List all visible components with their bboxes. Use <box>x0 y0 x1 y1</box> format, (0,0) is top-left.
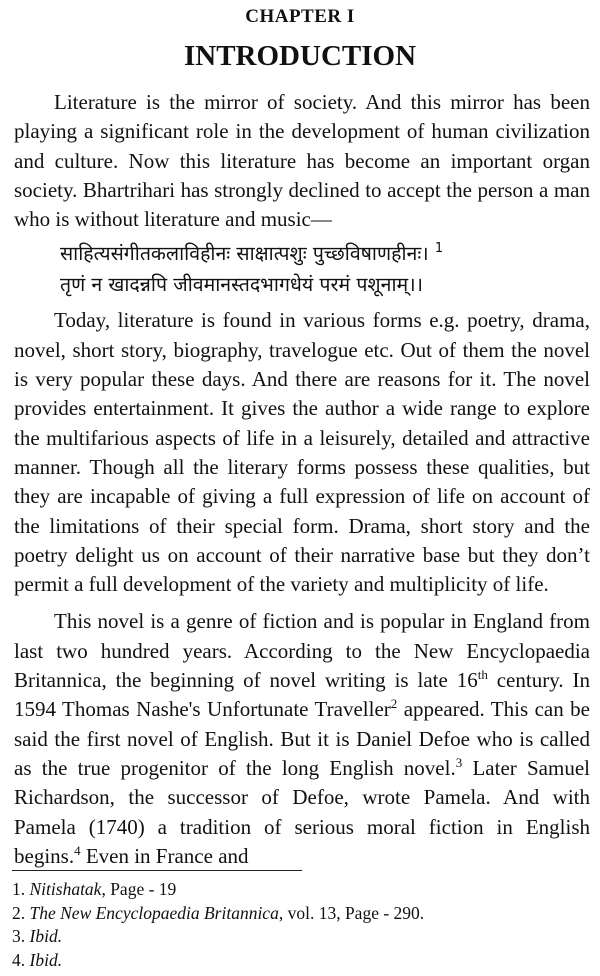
footnote-1 <box>12 878 592 902</box>
footnote-3 <box>12 925 592 949</box>
footnote-marker-3: 3 <box>455 754 463 770</box>
footnote-number: 2. <box>12 902 30 923</box>
verse-footnote-marker: 1 <box>434 241 444 257</box>
verse-line-1 <box>60 238 590 269</box>
footnote-title: Ibid. <box>29 949 63 970</box>
history-text-3: appeared. This can be said the first novel of English. But it is Daniel Defoe who is called as the true progenitor of the long English novel. <box>14 697 590 780</box>
history-text-4: Later Samuel Richardson, the successor of Defoe, wrote Pamela. And with Pamela (1740) a tradition of serious moral fiction in English begins. <box>14 755 590 868</box>
footnotes <box>12 878 592 972</box>
footnote-detail: , vol. 13, Page - 290. <box>278 902 425 923</box>
footnote-2 <box>12 902 592 926</box>
footnote-title: Nitishatak <box>29 879 102 899</box>
footnote-marker-2: 2 <box>390 696 398 712</box>
footnote-number: 1. <box>12 879 30 899</box>
history-text-2: century. In 1594 Thomas Nashe's Unfortunate Traveller <box>14 668 590 722</box>
footnote-number: 3. <box>12 926 30 946</box>
footnote-number: 4. <box>12 949 30 970</box>
footnote-title: The New Encyclopaedia Britannica <box>29 902 279 923</box>
body-text <box>14 88 590 871</box>
paragraph-forms-of-literature: Today, literature is found in various forms e.g. poetry, drama, novel, short story, biography, travelogue etc. Out of them the novel is very popular these days. And there are reasons for it. The novel provides entertainment. It gives the author a wide range to explore the multifarious aspects of life in a leisurely, detailed and attractive manner. Though all the literary forms possess these qualities, but they are incapable of giving a full expression of life on account of the limitations of their special form. Drama, short story and the poetry delight us on account of their narrative base but they don’t permit a full development of the variety and multiplicity of life. <box>14 308 590 597</box>
footnote-4 <box>12 949 592 973</box>
verse-line-1-text: साहित्यसंगीतकलाविहीनः साक्षात्पशुः पुच्छविषाणहीनः। <box>60 242 429 266</box>
footnote-detail: , Page - 19 <box>101 879 177 899</box>
verse-line-2: तृणं न खादन्नपि जीवमानस्तदभागधेयं परमं पशूनाम्।। <box>60 273 423 297</box>
footnote-divider <box>12 870 302 871</box>
history-text-1: This novel is a genre of fiction and is popular in England from last two hundred years. According to the New Encyclopaedia Britannica, the beginning of novel writing is late 16 <box>14 609 590 693</box>
sanskrit-verse <box>60 238 590 300</box>
history-text-5: Even in France and <box>80 843 249 868</box>
paragraph-history-of-novel <box>14 607 590 871</box>
chapter-title: INTRODUCTION <box>183 40 417 72</box>
footnote-title: Ibid. <box>29 926 63 946</box>
footnote-marker-4: 4 <box>74 842 81 858</box>
superscript-th: th <box>477 667 488 683</box>
chapter-label: CHAPTER I <box>245 6 355 27</box>
paragraph-literature-mirror: Literature is the mirror of society. And this mirror has been playing a significant role in the development of human civilization and culture. Now this literature has become an important organ society. Bhartrihari has strongly declined to accept the person a man who is without literature and music— <box>14 90 590 232</box>
